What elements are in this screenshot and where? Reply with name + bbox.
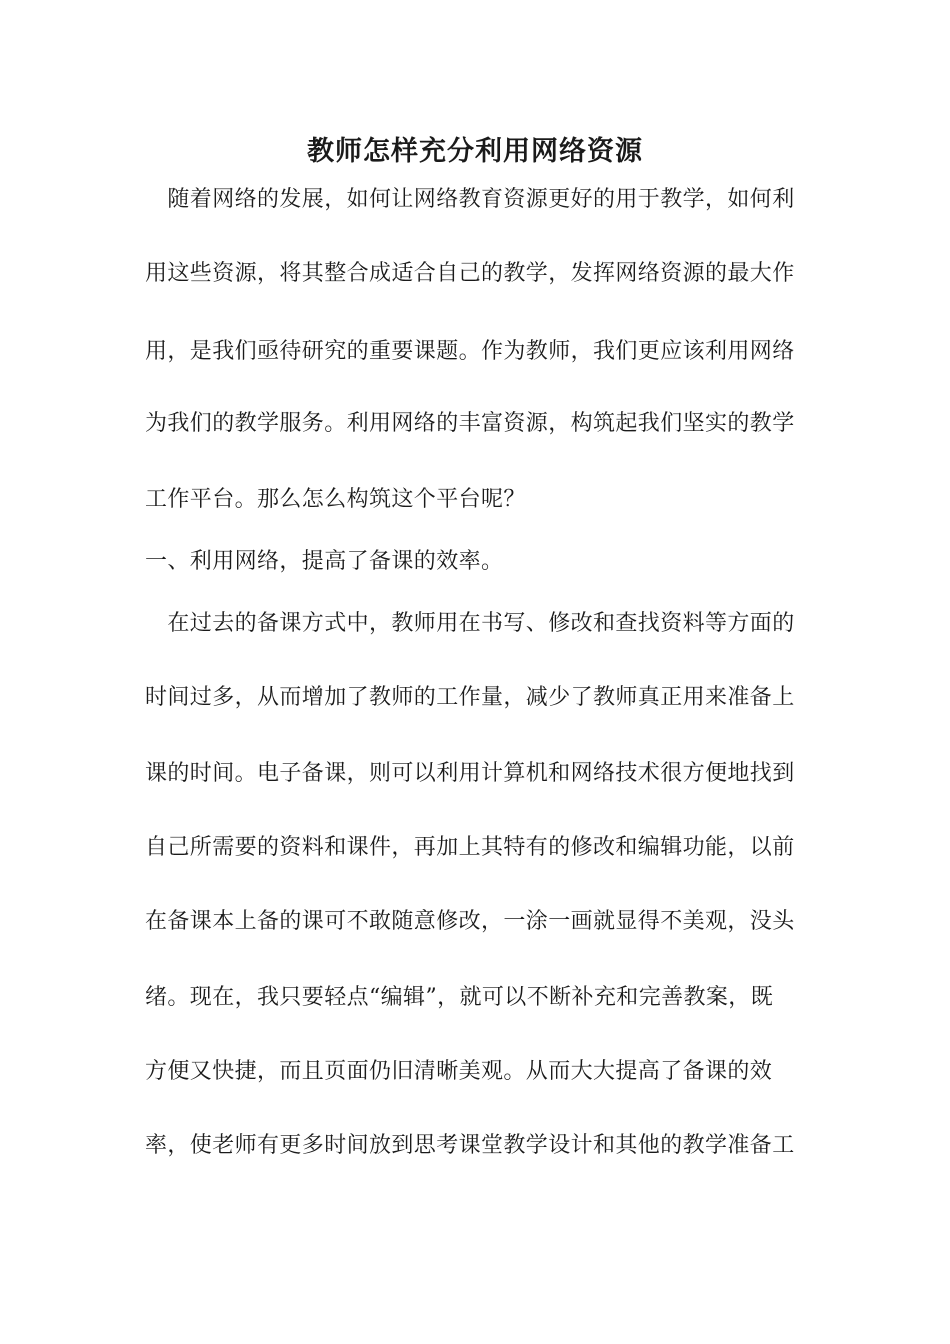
paragraph-line: 随着网络的发展，如何让网络教育资源更好的用于教学，如何利 — [145, 187, 795, 212]
paragraph-line: 为我们的教学服务。利用网络的丰富资源，构筑起我们坚实的教学 — [145, 411, 795, 436]
document-title: 教师怎样充分利用网络资源 — [307, 136, 643, 167]
paragraph-line: 在过去的备课方式中，教师用在书写、修改和查找资料等方面的 — [145, 611, 795, 636]
paragraph-line: 用这些资源，将其整合成适合自己的教学，发挥网络资源的最大作 — [145, 261, 795, 286]
paragraph-line: 自己所需要的资料和课件，再加上其特有的修改和编辑功能，以前 — [145, 835, 795, 860]
section-heading: 一、利用网络，提高了备课的效率。 — [145, 549, 504, 574]
paragraph-line: 用，是我们亟待研究的重要课题。作为教师，我们更应该利用网络 — [145, 339, 795, 364]
paragraph-line: 方便又快捷，而且页面仍旧清晰美观。从而大大提高了备课的效 — [145, 1059, 773, 1084]
paragraph-line: 率，使老师有更多时间放到思考课堂教学设计和其他的教学准备工 — [145, 1133, 795, 1158]
paragraph-line: 绪。现在，我只要轻点“编辑”，就可以不断补充和完善教案，既 — [145, 985, 774, 1010]
paragraph-line: 课的时间。电子备课，则可以利用计算机和网络技术很方便地找到 — [145, 761, 795, 786]
paragraph-line: 时间过多，从而增加了教师的工作量，减少了教师真正用来准备上 — [145, 685, 795, 710]
paragraph-line: 在备课本上备的课可不敢随意修改，一涂一画就显得不美观，没头 — [145, 909, 795, 934]
paragraph-line: 工作平台。那么怎么构筑这个平台呢？ — [145, 487, 526, 512]
